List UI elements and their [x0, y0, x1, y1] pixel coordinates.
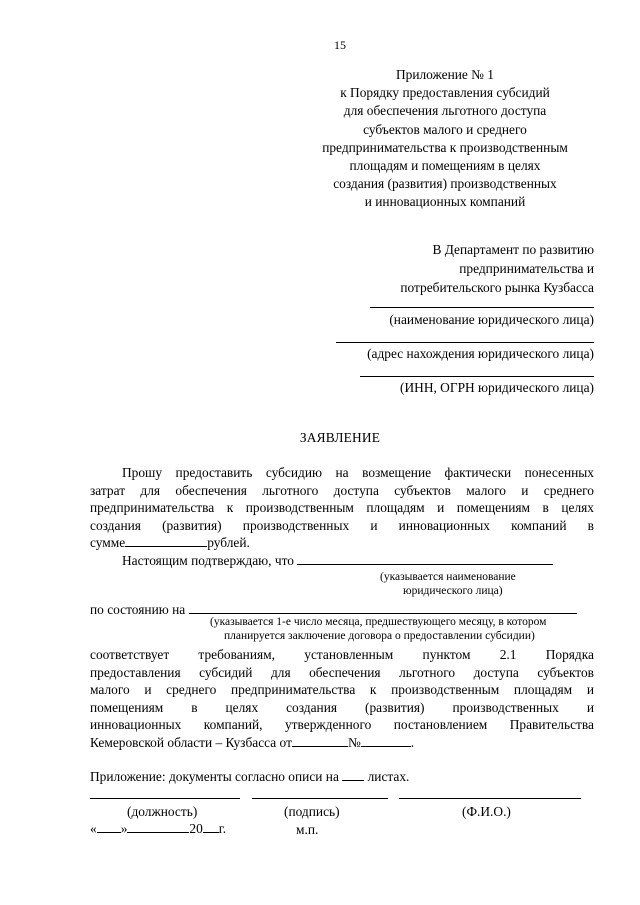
- amount-line: [90, 534, 594, 552]
- resolution-line: [90, 734, 594, 752]
- attachment-suffix: листах.: [367, 769, 410, 784]
- amount-field[interactable]: [125, 534, 207, 547]
- compliance-paragraph: [90, 646, 594, 752]
- year-prefix: 20: [189, 821, 203, 836]
- paragraph-line: затрат для обеспечения льготного доступа субъектов малого и среднего: [90, 482, 594, 498]
- addressee-line: В Департамент по развитию: [432, 242, 594, 257]
- day-field[interactable]: [97, 820, 121, 833]
- confirm-entity-field[interactable]: [297, 552, 553, 565]
- full-name-field[interactable]: [399, 798, 581, 799]
- paragraph-line: инновационных компаний, утвержденного постановлением Правительства: [90, 717, 594, 733]
- confirm-caption-2: юридического лица): [403, 585, 503, 597]
- paragraph-line: предпринимательства к производственным площадям и помещениям в целях: [90, 500, 594, 516]
- confirm-caption-1: (указывается наименование: [380, 571, 516, 583]
- appendix-line: площадям и помещениям в целях: [349, 158, 541, 174]
- addressee-line: потребительского рынка Кузбасса: [400, 280, 594, 295]
- attachment-line: [90, 768, 409, 785]
- appendix-line: для обеспечения льготного доступа: [343, 103, 547, 119]
- sheet-count-field[interactable]: [342, 768, 364, 781]
- signature-field[interactable]: [252, 798, 388, 799]
- position-label: (должность): [127, 804, 198, 819]
- legal-entity-address-field[interactable]: [336, 342, 594, 343]
- date-open-quote: «: [90, 821, 97, 836]
- amount-suffix: рублей.: [207, 535, 250, 551]
- inn-ogrn-field[interactable]: [360, 376, 594, 377]
- resolution-suffix: .: [410, 734, 415, 750]
- confirm-line: [90, 552, 594, 570]
- paragraph-line: создания (развития) производственных и инновационных компаний в: [90, 517, 594, 533]
- date-close-quote: »: [120, 821, 128, 836]
- stamp-label: м.п.: [296, 822, 319, 837]
- resolution-prefix: Кемеровской области – Кузбасса от: [90, 734, 292, 750]
- legal-entity-name-caption: (наименование юридического лица): [389, 312, 594, 327]
- addressee-block: [400, 240, 594, 297]
- signing-date-line: [90, 820, 226, 837]
- attachment-prefix: Приложение: документы согласно описи на: [90, 769, 339, 784]
- appendix-line: субъектов малого и среднего: [363, 121, 527, 137]
- year-suffix: г.: [218, 821, 227, 836]
- page-number: 15: [334, 38, 346, 52]
- month-field[interactable]: [127, 820, 189, 833]
- legal-entity-name-field[interactable]: [370, 307, 594, 308]
- confirm-text: Настоящим подтверждаю, что: [122, 552, 294, 568]
- inn-ogrn-caption: (ИНН, ОГРН юридического лица): [400, 380, 594, 395]
- signature-label: (подпись): [284, 804, 340, 819]
- paragraph-line: соответствует требованиям, установленным пунктом 2.1 Порядка: [90, 647, 594, 662]
- year-field[interactable]: [203, 820, 219, 833]
- resolution-date-field[interactable]: [292, 734, 348, 747]
- paragraph-line: помещениям в целях создания (развития) производственных и: [90, 699, 594, 715]
- appendix-header: [300, 66, 590, 212]
- paragraph-line: малого и среднего предпринимательства к производственным площадям и: [90, 682, 594, 698]
- date-caption-1: (указывается 1-е число месяца, предшествующего месяцу, в котором: [210, 616, 547, 628]
- as-of-label: по состоянию на: [90, 602, 186, 617]
- as-of-date-field[interactable]: [189, 601, 577, 614]
- paragraph-line: Прошу предоставить субсидию на возмещение фактически понесенных: [122, 465, 594, 480]
- appendix-line: и инновационных компаний: [364, 194, 526, 210]
- legal-entity-address-caption: (адрес нахождения юридического лица): [367, 346, 594, 361]
- appendix-line: Приложение № 1: [395, 67, 495, 82]
- number-sign: №: [347, 734, 361, 750]
- paragraph-line: предоставления субсидий для обеспечения льготного доступа субъектов: [90, 664, 594, 680]
- amount-prefix: сумме: [90, 535, 126, 551]
- appendix-line: к Порядку предоставления субсидий: [340, 85, 550, 101]
- resolution-number-field[interactable]: [361, 734, 411, 747]
- date-caption-2: планируется заключение договора о предоставлении субсидии): [224, 630, 535, 642]
- appendix-line: предпринимательства к производственным: [322, 139, 568, 155]
- addressee-line: предпринимательства и: [459, 261, 594, 276]
- full-name-label: (Ф.И.О.): [462, 804, 511, 819]
- appendix-line: создания (развития) производственных: [333, 176, 557, 192]
- request-paragraph: [90, 464, 594, 570]
- position-field[interactable]: [90, 798, 240, 799]
- document-title: ЗАЯВЛЕНИЕ: [299, 430, 381, 445]
